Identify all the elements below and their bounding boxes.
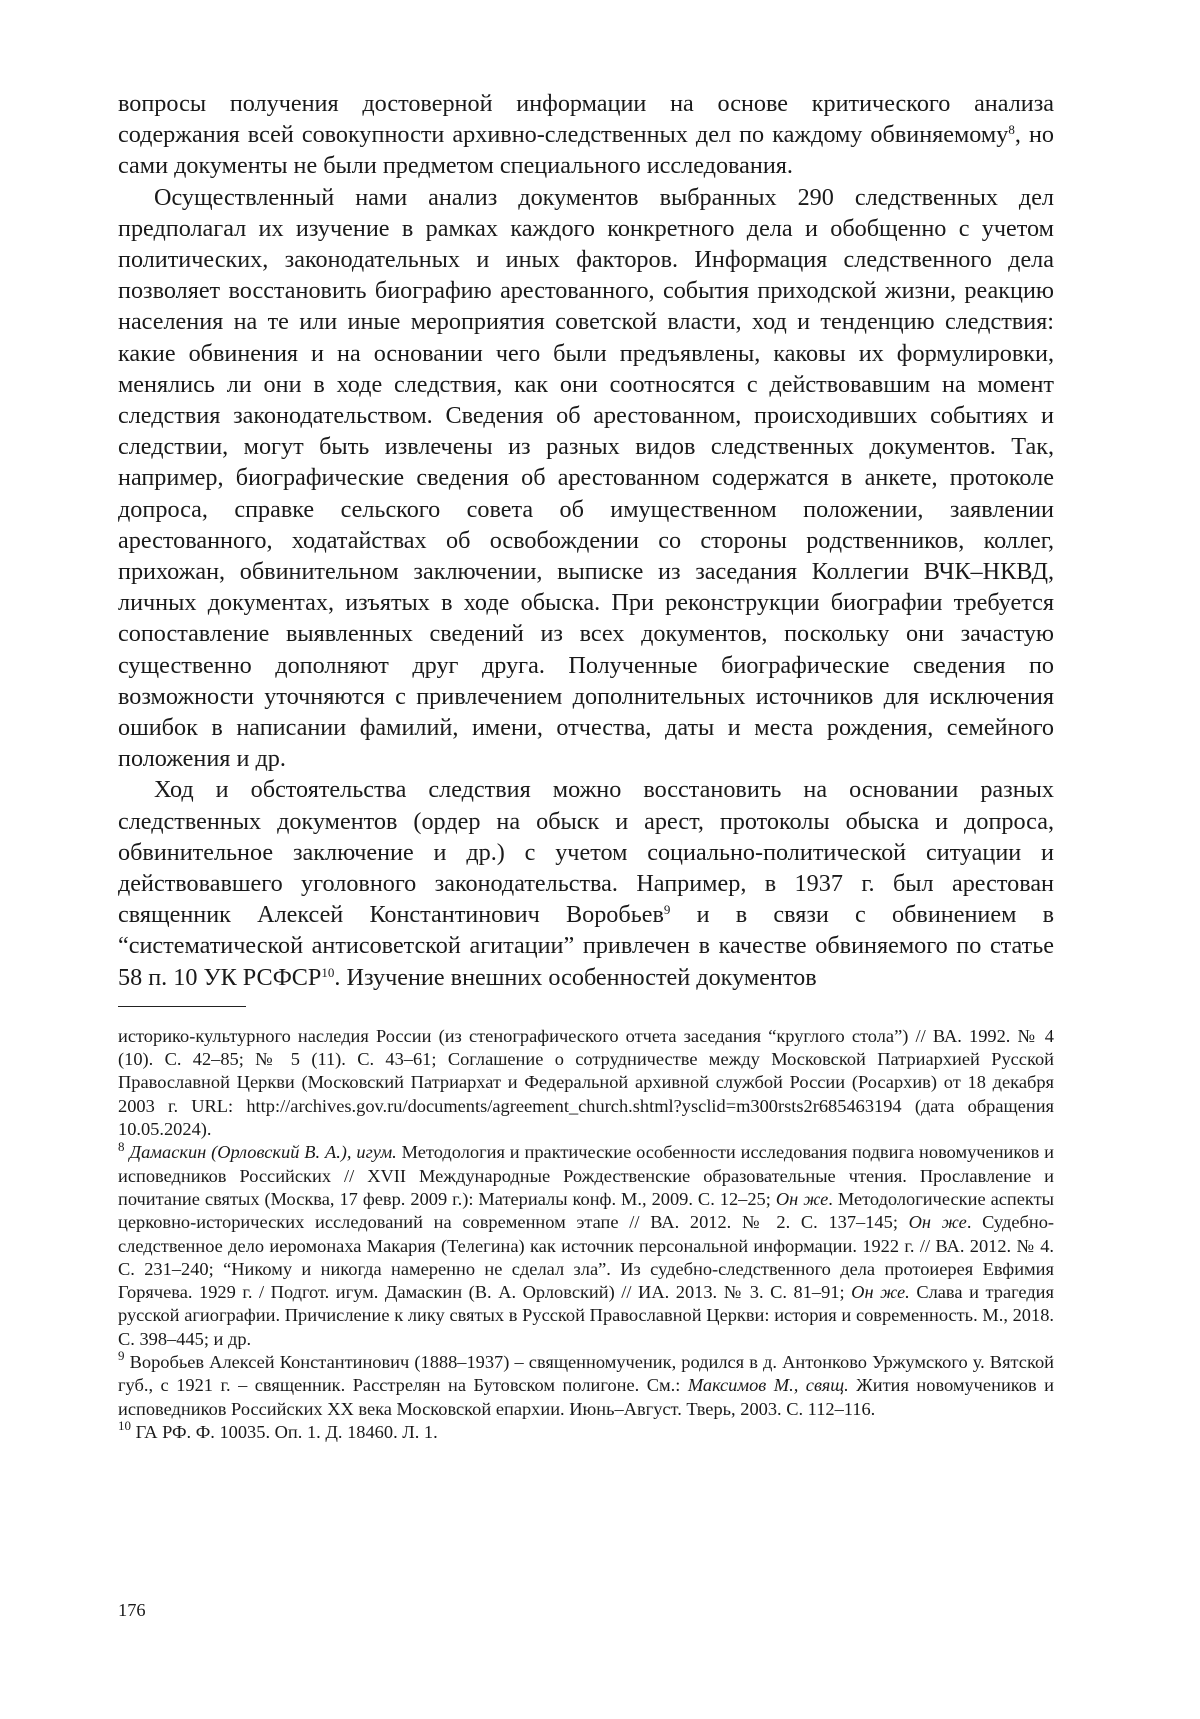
footnote-continuation: историко-культурного наследия России (из стенографического отчета заседания “круглого стола”) // ВА. 1992. № 4 (10). С. 42–85; № 5 (11). С. 43–61; Соглашение о сотрудничестве между Московской Патриархией Русской Православной Церкви (Московский Патриархат и Федеральной архивной службой России (Росархив) от 18 декабря 2003 г. URL: http://archives.gov.ru/documents/agreement_church.shtml?ysclid=m300rsts2r685463194 (дата обращения 10.05.2024). (118, 1025, 1054, 1141)
footnote-10-text: ГА РФ. Ф. 10035. Оп. 1. Д. 18460. Л. 1. (131, 1422, 438, 1442)
footnote-8-author: Дамаскин (Орловский В. А.), игум. (129, 1142, 396, 1162)
paragraph-1-tail: , но сами документы не были предметом специального исследования. (118, 121, 1054, 179)
footnote-9-text-b: Жития новомучеников и исповедников Российских XX века Московской епархии. Июнь–Август. Тверь, 2003. С. 112–116. (118, 1375, 1054, 1418)
footnote-9-number: 9 (118, 1348, 125, 1363)
footnote-ref-9[interactable]: 9 (664, 902, 671, 917)
footnote-8-text-a: Методология и практические особенности исследования подвига новомучеников и исповедников Российских // XVII Международные Рождественские образовательные чтения. Прославление и почитание святых (Москва, 17 февр. 2009 г.): Материалы конф. М., 2009. С. 12–25; (118, 1142, 1054, 1209)
paragraph-2: Осуществленный нами анализ документов выбранных 290 следственных дел предполагал их изучение в рамках каждого конкретного дела и обобщенно с учетом политических, законодательных и иных факторов. Информация следственного дела позволяет восстановить биографию арестованного, события приходской жизни, реакцию населения на те или иные мероприятия советской власти, ход и тенденцию следствия: какие обвинения и на основании чего были предъявлены, каковы их формулировки, менялись ли они в ходе следствия, как они соотносятся с действовавшим на момент следствия законодательством. Сведения об арестованном, происходивших событиях и следствии, могут быть извлечены из разных видов следственных документов. Так, например, биографические сведения об арестованном содержатся в анкете, протоколе допроса, справке сельского совета об имущественном положении, заявлении арестованного, ходатайствах об освобождении со стороны родственников, коллег, прихожан, обвинительном заключении, выписке из заседания Коллегии ВЧК–НКВД, личных документах, изъятых в ходе обыска. При реконструкции биографии требуется сопоставление выявленных сведений из всех документов, поскольку они зачастую существенно дополняют друг друга. Полученные биографические сведения по возможности уточняются с привлечением дополнительных источников для исключения ошибок в написании фамилий, имени, отчества, даты и места рождения, семейного положения и др. (118, 182, 1054, 775)
paragraph-3-text-a: Ход и обстоятельства следствия можно восстановить на основании разных следственных документов (ордер на обыск и арест, протоколы обыска и допроса, обвинительное заключение и др.) с учетом социально-политической ситуации и действовавшего уголовного законодательства. Например, в 1937 г. был арестован священник Алексей Константинович Воробьев (118, 776, 1054, 928)
footnote-ref-8[interactable]: 8 (1008, 122, 1015, 137)
footnote-8-text-c: . Судебно-следственное дело иеромонаха Макария (Телегина) как источник персональной информации. 1922 г. // ВА. 2012. № 4. С. 231–240; “Никому и никогда намеренно не сделал зла”. Из судебно-следственного дела протоиерея Евфимия Горячева. 1929 г. / Подгот. игум. Дамаскин (В. А. Орловский) // ИА. 2013. № 3. С. 81–91; (118, 1212, 1054, 1302)
footnote-separator (118, 1006, 246, 1007)
footnote-8-same-author-1: Он же (776, 1189, 828, 1209)
paragraph-1-text: вопросы получения достоверной информации на основе критического анализа содержания всей совокупности архивно-следственных дел по каждому обвиняемому (118, 90, 1054, 148)
footnote-8-same-author-3: Он же. (851, 1282, 910, 1302)
footnote-10 (118, 1421, 1054, 1444)
footnote-8-number: 8 (118, 1139, 125, 1154)
footnote-8-text-d: Слава и трагедия русской агиографии. Причисление к лику святых в Русской Православной Церкви: история и современность. М., 2018. С. 398–445; и др. (118, 1282, 1054, 1349)
page-number: 176 (118, 1598, 146, 1622)
footnote-8 (118, 1141, 1054, 1351)
footnote-9 (118, 1351, 1054, 1421)
footnote-8-text-b: . Методологические аспекты церковно-исторических исследований на современном этапе // ВА. 2012. № 2. С. 137–145; (118, 1189, 1054, 1232)
main-text (118, 88, 1054, 993)
footnote-9-text-a: Воробьев Алексей Константинович (1888–1937) – священномученик, родился в д. Антонково Уржумского у. Вятской губ., с 1921 г. – священник. Расстрелян на Бутовском полигоне. См.: (118, 1352, 1054, 1395)
footnote-8-same-author-2: Он же (909, 1212, 967, 1232)
footnotes (118, 1025, 1054, 1444)
footnote-10-number: 10 (118, 1418, 131, 1433)
paragraph-3-text-c: . Изучение внешних особенностей документов (334, 964, 816, 991)
footnote-9-author: Максимов М., свящ. (688, 1375, 849, 1395)
paragraph-3-text-b: и в связи с обвинением в “систематической антисоветской агитации” привлечен в качестве обвиняемого по статье 58 п. 10 УК РСФСР (118, 901, 1054, 990)
page-content (118, 88, 1054, 1444)
footnote-ref-10[interactable]: 10 (321, 965, 334, 980)
paragraph-3 (118, 774, 1054, 992)
paragraph-1 (118, 88, 1054, 182)
